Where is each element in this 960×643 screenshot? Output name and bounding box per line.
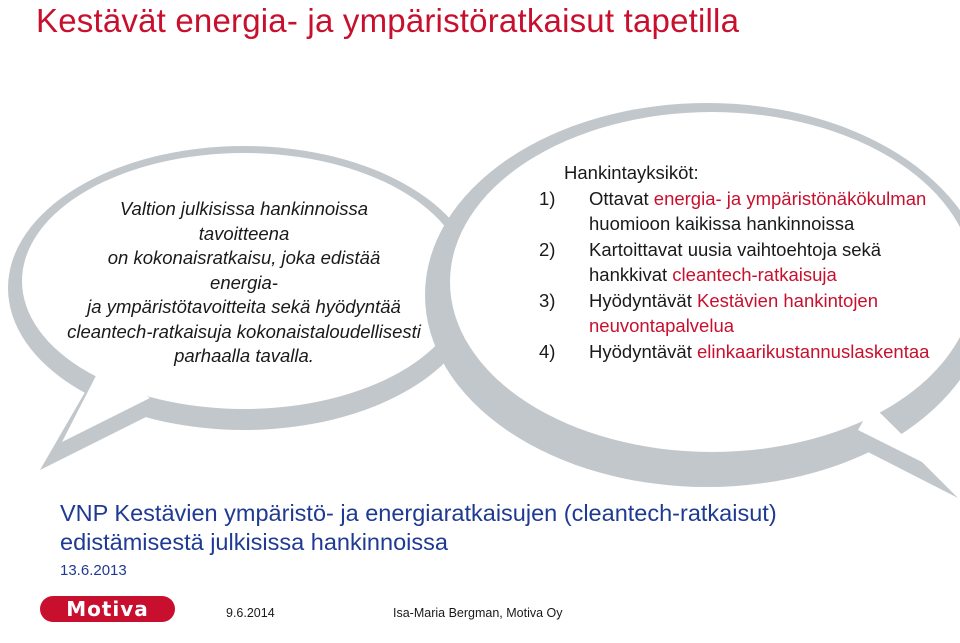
left-line: energia- [210, 271, 278, 293]
list-item [539, 186, 939, 237]
list-item-text [589, 186, 939, 237]
left-line: parhaalla tavalla. [174, 345, 314, 366]
right-bubble-text [539, 160, 939, 364]
list-item [539, 339, 939, 365]
list-item-number: 1) [539, 187, 556, 209]
left-line: tavoitteena [198, 222, 290, 244]
left-line: Valtion julkisissa hankinnoissa [119, 198, 369, 219]
item-text-plain: huomioon kaikissa hankinnoissa [589, 213, 855, 234]
list-item-number: 2) [539, 238, 556, 260]
item-text-plain: Hyödyntävät [589, 289, 697, 311]
list-item-text [589, 288, 939, 339]
vnp-date: 13.6.2013 [60, 562, 127, 579]
footer-date: 9.6.2014 [226, 606, 275, 620]
list-item [539, 237, 939, 288]
item-text-highlight: cleantech-ratkaisuja [672, 264, 837, 285]
left-line: on kokonaisratkaisu, joka edistää [107, 247, 381, 268]
footer-author: Isa-Maria Bergman, Motiva Oy [393, 606, 563, 620]
right-bubble-heading: Hankintayksiköt: [564, 162, 699, 183]
vnp-statement [60, 499, 940, 557]
list-item-number: 4) [539, 340, 556, 362]
left-line: ja ympäristötavoitteita sekä hyödyntää [87, 296, 401, 317]
logo-text: Motiva [66, 597, 149, 621]
list-item [539, 288, 939, 339]
item-text-highlight: energia- ja ympäristönäkökulman [653, 187, 927, 209]
vnp-line: edistämisestä julkisissa hankinnoissa [60, 529, 448, 555]
list-item-text [589, 237, 939, 288]
item-text-plain: Hyödyntävät [589, 340, 697, 362]
item-text-highlight: Kestävien hankintojen neuvontapalvelua [589, 289, 879, 336]
left-line: cleantech-ratkaisuja kokonaistaloudellisesti [67, 320, 421, 342]
item-text-plain: Kartoittavat uusia vaihtoehtoja sekä hankkivat [589, 238, 882, 285]
motiva-logo [40, 596, 175, 622]
vnp-line: VNP Kestävien ympäristö- ja energiaratkaisujen (cleantech-ratkaisut) [60, 500, 777, 526]
left-bubble-text [35, 197, 453, 369]
list-item-text [589, 339, 939, 365]
item-text-highlight: elinkaarikustannuslaskentaa [696, 340, 930, 362]
list-item-number: 3) [539, 289, 556, 311]
page-title: Kestävät energia- ja ympäristöratkaisut tapetilla [36, 2, 740, 39]
item-text-plain: Ottavat [589, 187, 654, 209]
